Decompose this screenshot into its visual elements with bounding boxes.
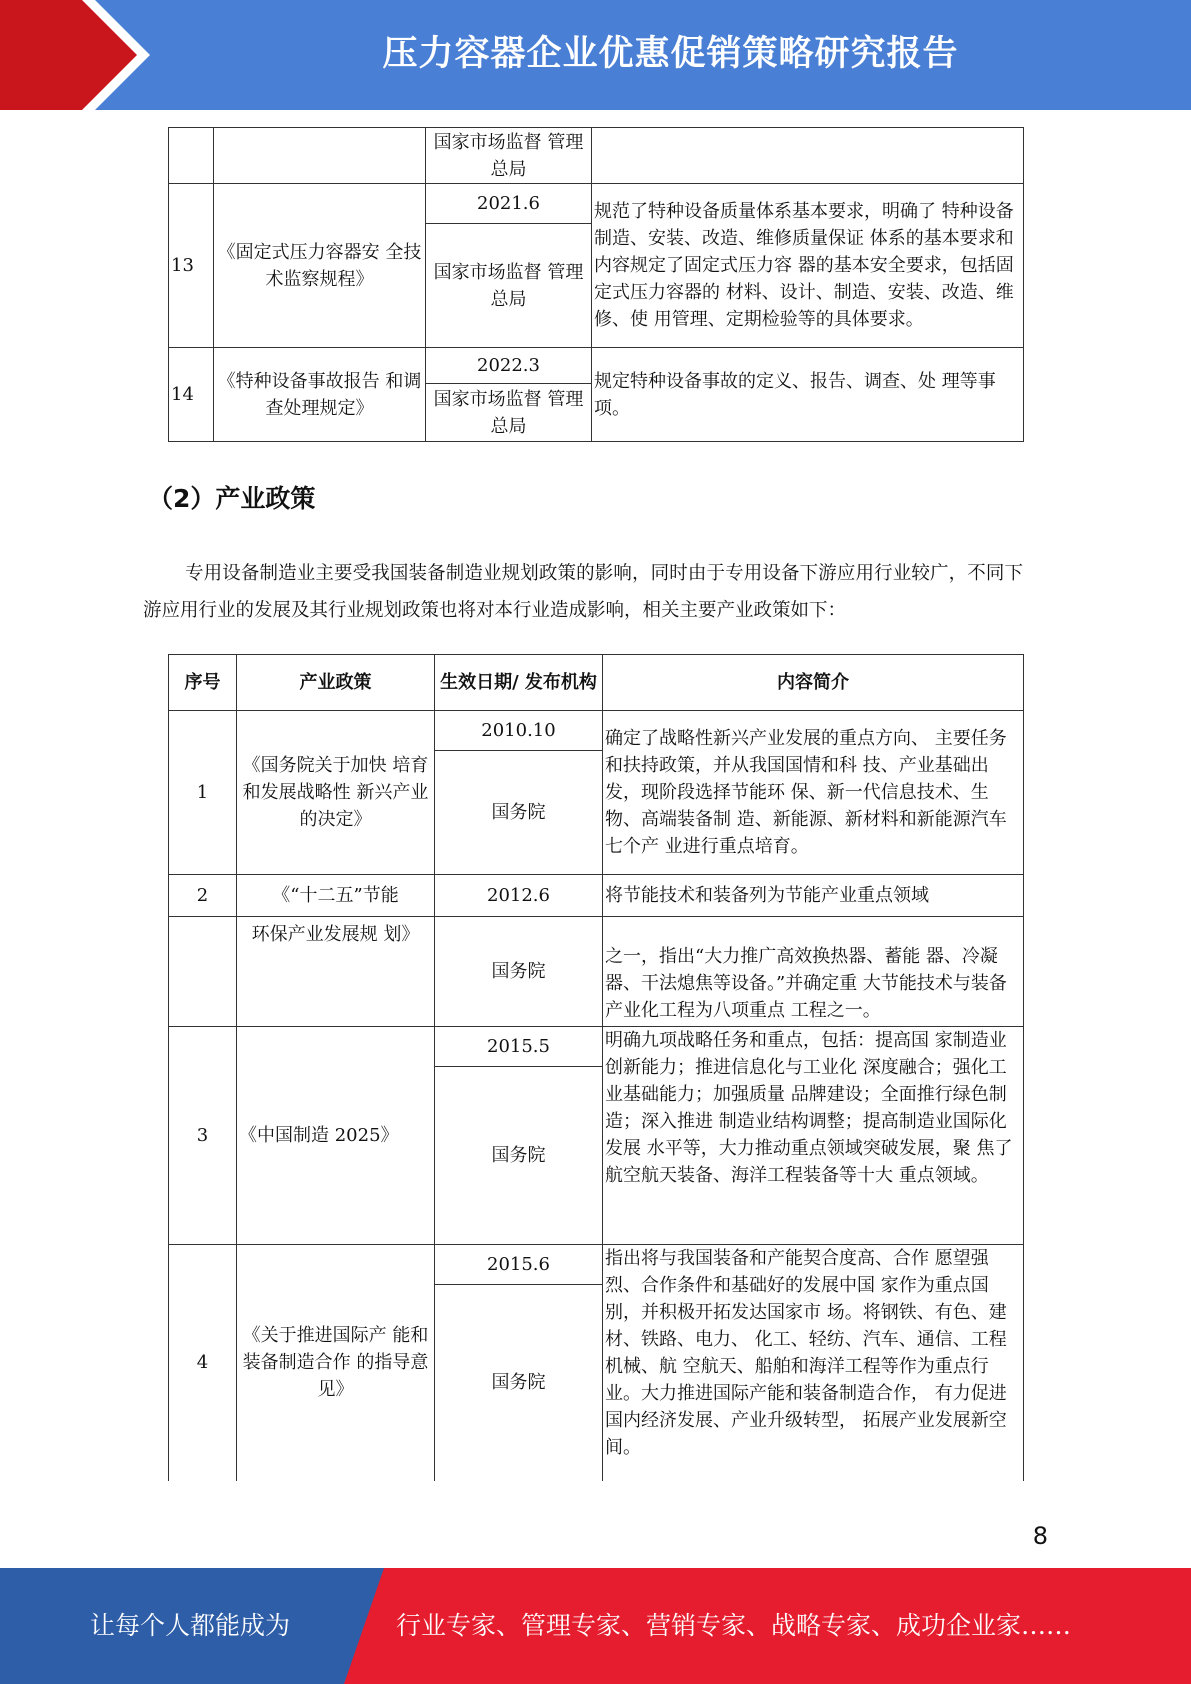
header-policy: 产业政策 <box>237 655 435 711</box>
description-cell: 将节能技术和装备列为节能产业重点领域 <box>603 875 1024 917</box>
description-cell: 规范了特种设备质量体系基本要求，明确了 特种设备制造、安装、改造、维修质量保证 体系的基本要求和内容规定了固定式压力容 器的基本安全要求，包括固定式压力容器的 材料、设计、制造、安装、改造、维修、使 用管理、定期检验等的具体要求。 <box>592 184 1024 348</box>
section-paragraph: 专用设备制造业主要受我国装备制造业规划政策的影响，同时由于专用设备下游应用行业较广，不同下游应用行业的发展及其行业规划政策也将对本行业造成影响，相关主要产业政策如下： <box>143 563 1023 621</box>
policy-name-cell: 环保产业发展规 划》 <box>237 917 435 1027</box>
footer-slogan-right: 行业专家、管理专家、营销专家、战略专家、成功企业家…… <box>396 1611 1072 1640</box>
effective-date-cell: 2015.5 <box>435 1027 603 1067</box>
description-cell: 规定特种设备事故的定义、报告、调查、处 理等事项。 <box>592 348 1024 442</box>
issuing-org-cell: 国务院 <box>435 751 603 875</box>
description-cell: 指出将与我国装备和产能契合度高、合作 愿望强烈、合作条件和基础好的发展中国 家作为重点国别，并积极开拓发达国家市 场。将钢铁、有色、建材、铁路、电力、 化工、轻纺、汽车、通信、工程机械、航 空航天、船舶和海洋工程等作为重点行 业。大力推进国际产能和装备制造合作， 有力促进国内经济发展、产业升级转型， 拓展产业发展新空间。 <box>603 1245 1024 1481</box>
section-heading: （2）产业政策 <box>148 484 316 513</box>
row-number-cell: 1 <box>169 711 237 875</box>
policy-name-cell: 《关于推进国际产 能和装备制造合作 的指导意见》 <box>237 1245 435 1481</box>
effective-date-cell: 2010.10 <box>435 711 603 751</box>
issuing-org-cell: 国务院 <box>435 1285 603 1481</box>
description-cell: 之一，指出“大力推广高效换热器、蓄能 器、冷凝器、干法熄焦等设备。”并确定重 大节能技术与装备产业化工程为八项重点 工程之一。 <box>603 917 1024 1027</box>
header-red-arrow-decoration <box>0 0 160 110</box>
policy-name-cell: 《中国制造 2025》 <box>237 1027 435 1245</box>
table-row <box>169 1245 1024 1285</box>
policy-name-cell: 《“十二五”节能 <box>237 875 435 917</box>
effective-date-cell: 2022.3 <box>426 348 592 384</box>
table-row <box>169 184 1024 224</box>
header-date-org: 生效日期/ 发布机构 <box>435 655 603 711</box>
row-number-cell: 4 <box>169 1245 237 1481</box>
issuing-org-cell: 国家市场监督 管理总局 <box>426 224 592 348</box>
table-row <box>169 917 1024 1027</box>
table-row <box>169 875 1024 917</box>
issuing-org-cell: 国家市场监督 管理总局 <box>426 384 592 442</box>
table-row <box>169 128 1024 184</box>
table-header-row <box>169 655 1024 711</box>
effective-date-cell: 2021.6 <box>426 184 592 224</box>
report-title: 压力容器企业优惠促销策略研究报告 <box>382 34 959 74</box>
page-header <box>0 0 1191 110</box>
table-row <box>169 348 1024 384</box>
regulations-table-continued <box>168 127 1024 442</box>
row-number-cell: 14 <box>169 348 214 442</box>
issuing-org-cell: 国家市场监督 管理总局 <box>426 128 592 184</box>
issuing-org-cell: 国务院 <box>435 917 603 1027</box>
effective-date-cell: 2015.6 <box>435 1245 603 1285</box>
row-number-cell: 13 <box>169 184 214 348</box>
policy-name-cell: 《国务院关于加快 培育和发展战略性 新兴产业的决定》 <box>237 711 435 875</box>
row-number-cell <box>169 917 237 1027</box>
row-number-cell <box>169 128 214 184</box>
page-footer <box>0 1568 1191 1684</box>
issuing-org-cell: 国务院 <box>435 1067 603 1245</box>
regulation-name-cell: 《固定式压力容器安 全技术监察规程》 <box>214 184 426 348</box>
industry-policy-table <box>168 654 1024 1481</box>
row-number-cell: 3 <box>169 1027 237 1245</box>
effective-date-cell: 2012.6 <box>435 875 603 917</box>
page-number: 8 <box>1032 1522 1048 1550</box>
table-row <box>169 1027 1024 1067</box>
description-cell: 确定了战略性新兴产业发展的重点方向、 主要任务和扶持政策，并从我国国情和科 技、产业基础出发，现阶段选择节能环 保、新一代信息技术、生物、高端装备制 造、新能源、新材料和新能源汽车七个产 业进行重点培育。 <box>603 711 1024 875</box>
header-description: 内容简介 <box>603 655 1024 711</box>
table-row <box>169 711 1024 751</box>
regulation-name-cell <box>214 128 426 184</box>
description-cell: 明确九项战略任务和重点，包括：提高国 家制造业创新能力；推进信息化与工业化 深度融合；强化工业基础能力；加强质量 品牌建设；全面推行绿色制造；深入推进 制造业结构调整；提高制造业国际化发展 水平等，大力推动重点领域突破发展，聚 焦了航空航天装备、海洋工程装备等十大 重点领域。 <box>603 1027 1024 1245</box>
description-cell <box>592 128 1024 184</box>
row-number-cell: 2 <box>169 875 237 917</box>
header-number: 序号 <box>169 655 237 711</box>
regulation-name-cell: 《特种设备事故报告 和调查处理规定》 <box>214 348 426 442</box>
footer-slogan-left: 让每个人都能成为 <box>89 1611 290 1640</box>
